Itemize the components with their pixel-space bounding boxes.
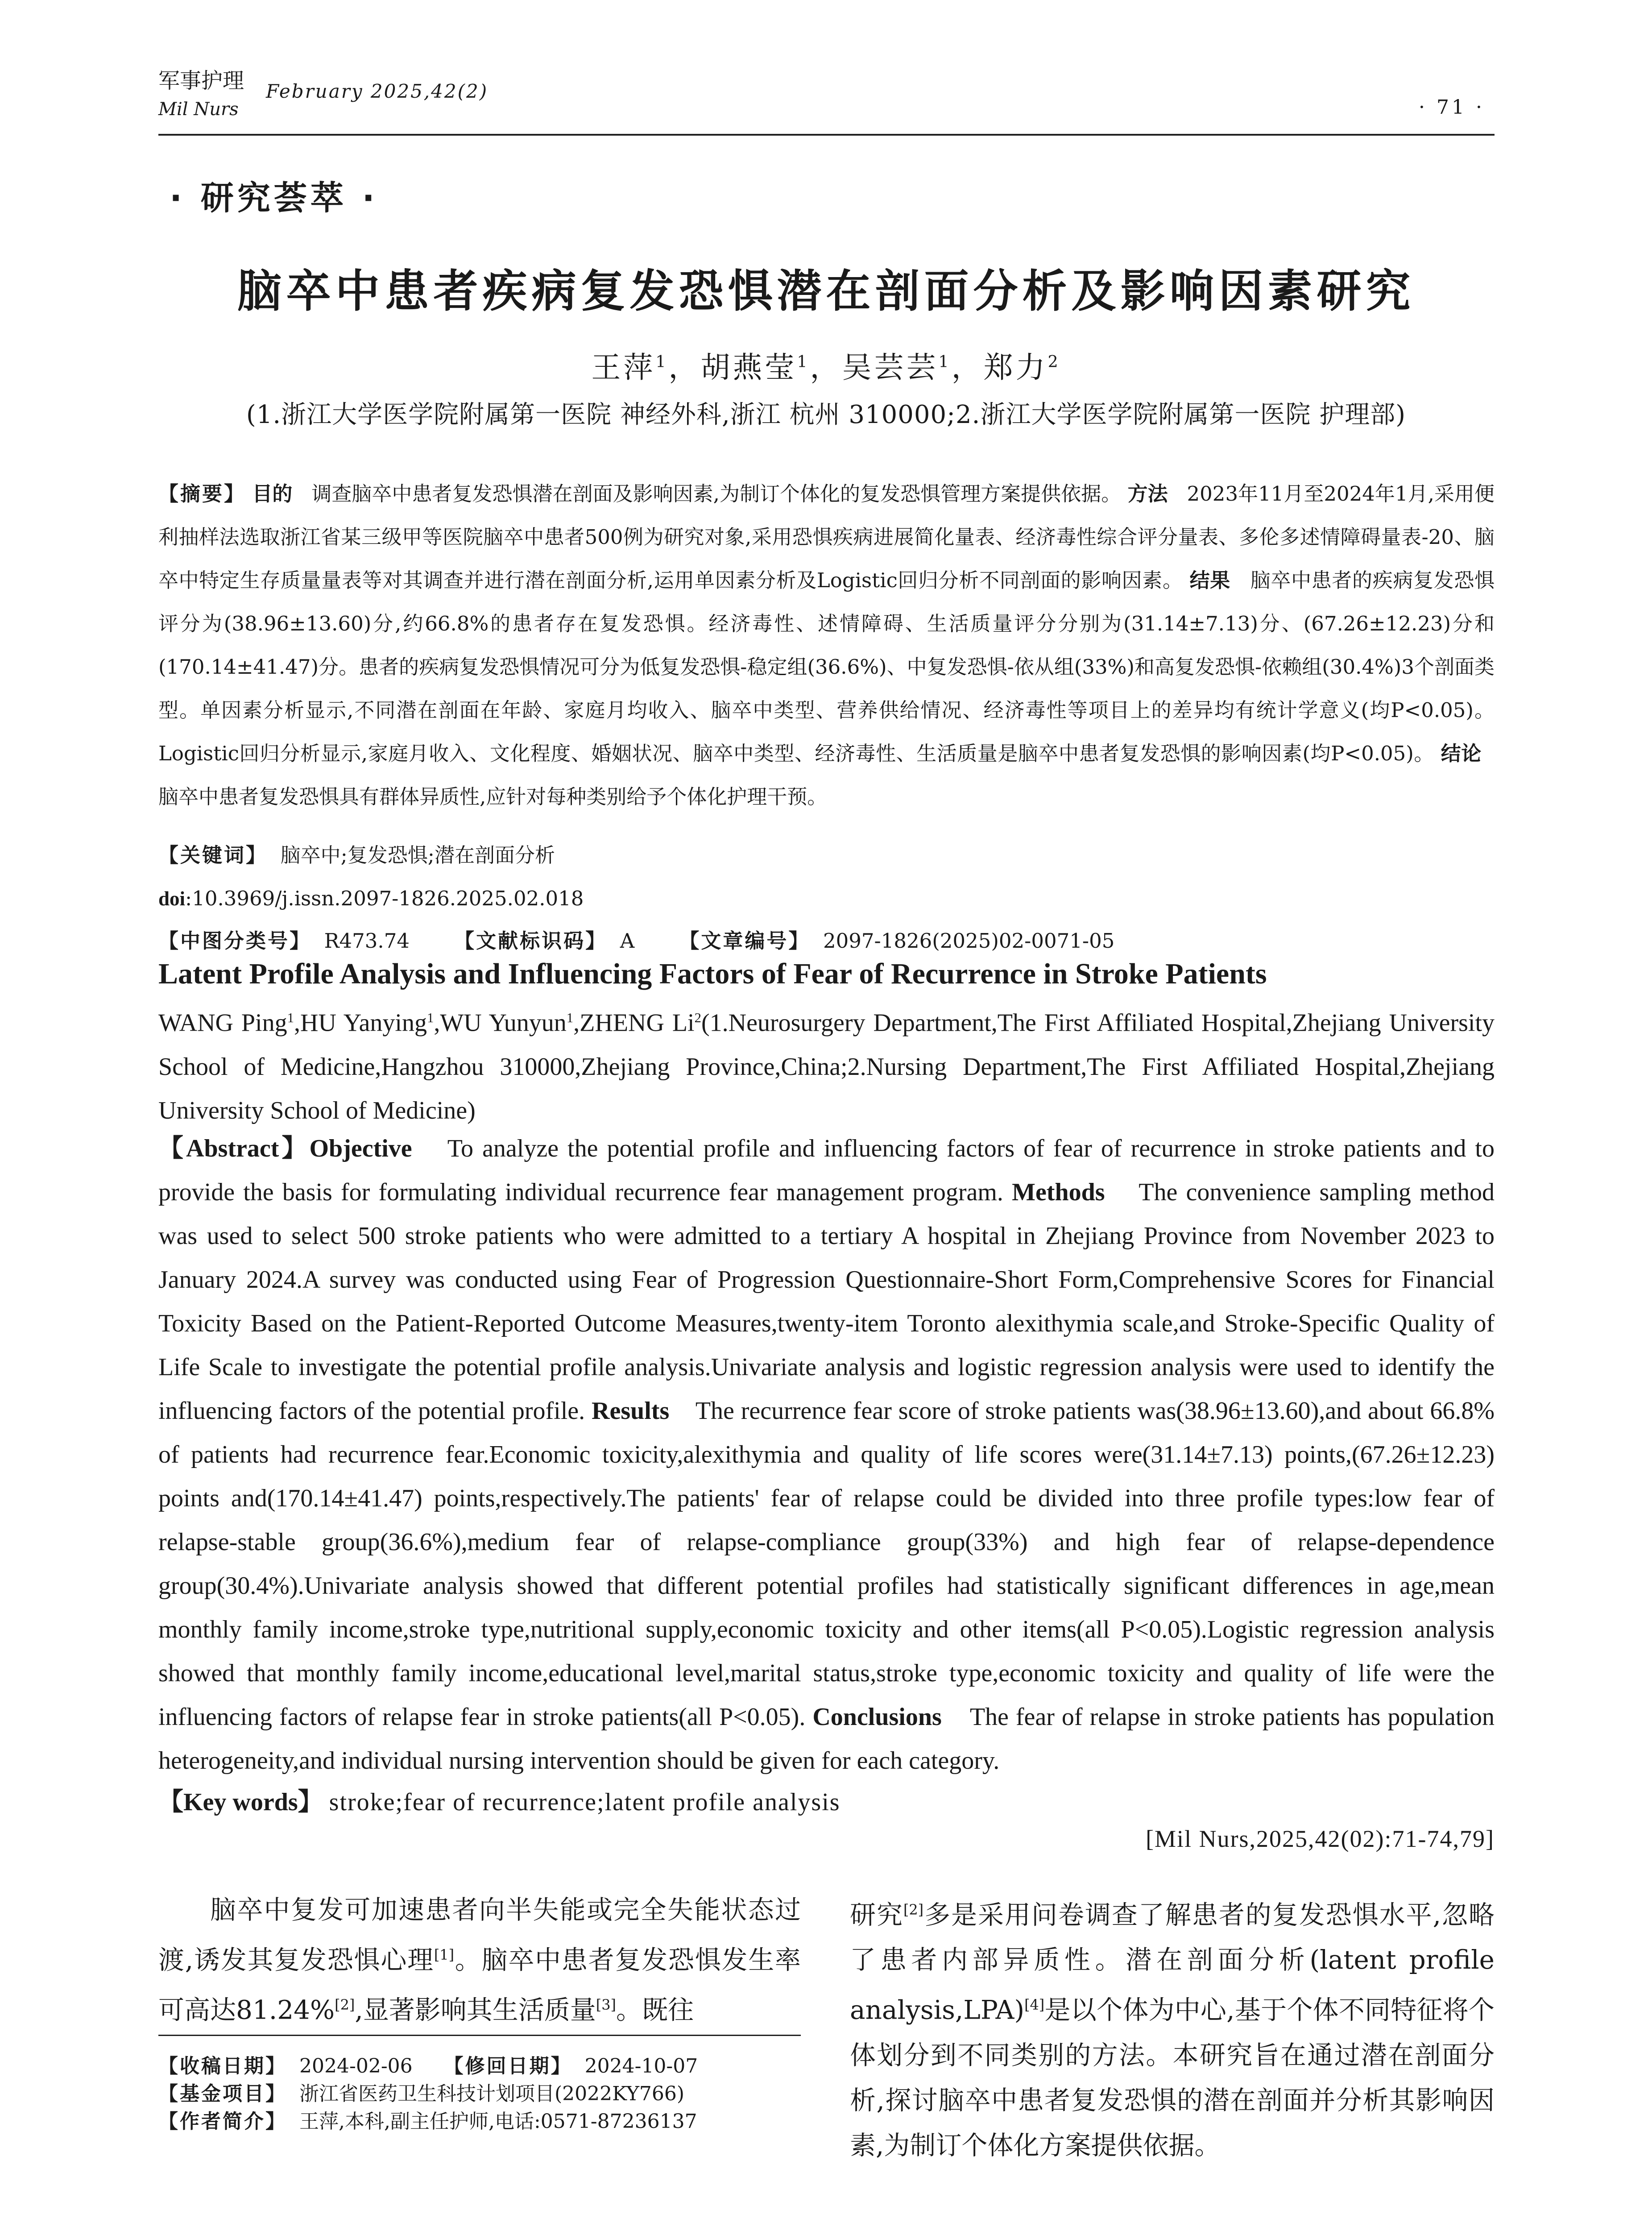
author-affil-mark: 1 bbox=[655, 352, 669, 371]
keywords-cn bbox=[158, 834, 1495, 877]
objective-label: 目的 bbox=[252, 482, 293, 506]
author-name-en: ,HU Yanying bbox=[294, 1009, 427, 1037]
received-date: 2024-02-06 bbox=[299, 2055, 413, 2078]
author-name-en: ,ZHENG Li bbox=[573, 1009, 695, 1037]
reference-mark[interactable]: [2] bbox=[903, 1901, 924, 1918]
revised-tag: 【修回日期】 bbox=[443, 2055, 572, 2078]
author-separator: ， bbox=[668, 350, 701, 385]
body-text: 脑卒中复发可加速患者向半失能或完全失能状态过渡,诱发其复发恐惧心理 bbox=[158, 1895, 801, 1975]
article-no-tag: 【文章编号】 bbox=[679, 929, 811, 953]
author-affil-mark: 2 bbox=[694, 1010, 701, 1025]
doc-code-tag: 【文献标识码】 bbox=[454, 929, 608, 953]
reference-mark[interactable]: [2] bbox=[335, 1996, 355, 2014]
keywords-tag-en: 【Key words】 bbox=[158, 1788, 323, 1816]
affiliation-cn: (1.浙江大学医学院附属第一医院 神经外科,浙江 杭州 310000;2.浙江大学医学院附属第一医院 护理部) bbox=[246, 400, 1406, 429]
journal-name-cn: 军事护理 bbox=[158, 68, 244, 93]
objective-text-en: To analyze the potential profile and influencing factors of fear of recurrence in stroke patients and to provide the basis for formulating individual recurrence fear management program. bbox=[158, 1135, 1495, 1206]
author-separator: ， bbox=[810, 350, 842, 385]
fund-tag: 【基金项目】 bbox=[158, 2082, 287, 2105]
body-text: 。脑卒中患者复发恐惧发生率可高达81.24% bbox=[158, 1945, 801, 2025]
author-affil-mark: 1 bbox=[426, 1010, 434, 1025]
abstract-cn bbox=[158, 472, 1495, 818]
body-text: 。既往 bbox=[616, 1995, 694, 2025]
author-name-en: WANG Ping bbox=[158, 1009, 287, 1037]
conclusion-text-en: The fear of relapse in stroke patients has population heterogeneity,and individual nursing intervention should be given for each category. bbox=[158, 1703, 1495, 1775]
body-column-right bbox=[850, 1887, 1495, 2168]
methods-text-en: The convenience sampling method was used to select 500 stroke patients who were admitted to a tertiary A hospital in Zhejiang Province from November 2023 to January 2024.A survey was conducted using Fear of Progression Questionnaire-Short Form,Comprehensive Scores for Financial Toxicity Based on the Patient-Reported Outcome Measures,twenty-item Toronto alexithymia scale,and Stroke-Specific Quality of Life Scale to investigate the potential profile analysis.Univariate analysis and logistic regression analysis were used to identify the influencing factors of the potential profile. bbox=[158, 1178, 1495, 1425]
clc-tag: 【中图分类号】 bbox=[158, 929, 312, 953]
article-no-value: 2097-1826(2025)02-0071-05 bbox=[823, 929, 1115, 953]
objective-label-en: Objective bbox=[309, 1135, 412, 1162]
body-column-left bbox=[158, 1887, 801, 2033]
author-affil-mark: 1 bbox=[566, 1010, 574, 1025]
citation-line: [Mil Nurs,2025,42(02):71-74,79] bbox=[1146, 1825, 1495, 1852]
methods-label: 方法 bbox=[1127, 482, 1168, 506]
body-text: ,显著影响其生活质量 bbox=[355, 1995, 596, 2025]
results-label-en: Results bbox=[592, 1397, 670, 1425]
author-info-tag: 【作者简介】 bbox=[158, 2110, 287, 2133]
objective-text: 调查脑卒中患者复发恐惧潜在剖面及影响因素,为制订个体化的复发恐惧管理方案提供依据。 bbox=[311, 482, 1122, 506]
conclusion-label: 结论 bbox=[1441, 742, 1482, 765]
footnote-rule bbox=[158, 2035, 801, 2036]
methods-text: 2023年11月至2024年1月,采用便利抽样法选取浙江省某三级甲等医院脑卒中患者500例为研究对象,采用恐惧疾病进展简化量表、经济毒性综合评分量表、多伦多述情障碍量表-20、脑卒中特定生存质量量表等对其调查并进行潜在剖面分析,运用单因素分析及Logistic回归分析不同剖面的影响因素。 bbox=[158, 482, 1495, 592]
keywords-text: 脑卒中;复发恐惧;潜在剖面分析 bbox=[280, 843, 555, 867]
author-list-en bbox=[158, 996, 1495, 1132]
results-label: 结果 bbox=[1189, 568, 1230, 592]
author-affil-mark: 1 bbox=[797, 352, 810, 371]
doi-label: doi bbox=[158, 887, 186, 910]
author-name: 王萍 bbox=[591, 350, 656, 385]
author-list-cn bbox=[0, 344, 1652, 386]
section-label: · 研究荟萃 · bbox=[170, 179, 378, 217]
abstract-en bbox=[158, 1127, 1495, 1783]
methods-label-en: Methods bbox=[1012, 1178, 1105, 1206]
results-text: 脑卒中患者的疾病复发恐惧评分为(38.96±13.60)分,约66.8%的患者存在复发恐惧。经济毒性、述情障碍、生活质量评分分别为(31.14±7.13)分、(67.26±12.23)分和(170.14±41.47)分。患者的疾病复发恐惧情况可分为低复发恐惧-稳定组(36.6%)、中复发恐惧-依从组(33%)和高复发恐惧-依赖组(30.4%)3个剖面类型。单因素分析显示,不同潜在剖面在年龄、家庭月均收入、脑卒中类型、营养供给情况、经济毒性等项目上的差异均有统计学意义(均P<0.05)。Logistic回归分析显示,家庭月收入、文化程度、婚姻状况、脑卒中类型、经济毒性、生活质量是脑卒中患者复发恐惧的影响因素(均P<0.05)。 bbox=[158, 568, 1495, 765]
reference-mark[interactable]: [3] bbox=[596, 1996, 616, 2014]
affiliation-en: (1.Neurosurgery Department,The First Affiliated Hospital,Zhejiang University School of Medicine,Hangzhou 310000,Zhejiang Province,China;2.Nursing Department,The First Affiliated Hospital,Zhejiang University School of Medicine) bbox=[158, 1009, 1495, 1124]
author-info-text: 王萍,本科,副主任护师,电话:0571-87236137 bbox=[299, 2110, 697, 2133]
received-tag: 【收稿日期】 bbox=[158, 2055, 287, 2078]
doc-code-value: A bbox=[620, 929, 635, 953]
author-name: 胡燕莹 bbox=[700, 350, 797, 385]
abstract-tag-en: 【Abstract】 bbox=[158, 1135, 310, 1162]
author-affil-mark: 1 bbox=[287, 1010, 294, 1025]
body-text: 是以个体为中心,基于个体不同特征将个体划分到不同类别的方法。本研究旨在通过潜在剖面分析,探讨脑卒中患者复发恐惧的潜在剖面并分析其影响因素,为制订个体化方案提供依据。 bbox=[850, 1995, 1495, 2161]
abstract-tag: 【摘要】 bbox=[158, 482, 246, 506]
reference-mark[interactable]: [1] bbox=[434, 1946, 455, 1963]
author-name: 吴芸芸 bbox=[842, 350, 939, 385]
conclusion-text: 脑卒中患者复发恐惧具有群体异质性,应针对每种类别给予个体化护理干预。 bbox=[158, 785, 828, 809]
doi-text[interactable]: :10.3969/j.issn.2097-1826.2025.02.018 bbox=[185, 887, 584, 910]
header-rule bbox=[158, 134, 1495, 136]
results-text-en: The recurrence fear score of stroke patients was(38.96±13.60),and about 66.8% of patients had recurrence fear.Economic toxicity,alexithymia and quality of life scores were(31.14±7.13) points,(67.26±12.23) points and(170.14±41.47) points,respectively.The patients' fear of relapse could be divided into three profile types:low fear of relapse-stable group(36.6%),medium fear of relapse-compliance group(33%) and high fear of relapse-dependence group(30.4%).Univariate analysis showed that different potential profiles had statistically significant differences in age,mean monthly family income,stroke type,nutritional supply,economic toxicity and other items(all P<0.05).Logistic regression analysis showed that monthly family income,educational level,marital status,stroke type,economic toxicity and quality of life were the influencing factors of relapse fear in stroke patients(all P<0.05). bbox=[158, 1397, 1495, 1731]
revised-date: 2024-10-07 bbox=[584, 2055, 698, 2078]
body-text: 多是采用问卷调查了解患者的复发恐惧水平,忽略了患者内部异质性。潜在剖面分析(latent profile analysis,LPA) bbox=[850, 1899, 1495, 2025]
fund-text: 浙江省医药卫生科技计划项目(2022KY766) bbox=[299, 2082, 685, 2105]
issue-date: February 2025,42(2) bbox=[266, 80, 489, 102]
keywords-tag: 【关键词】 bbox=[158, 843, 268, 867]
footnote-dates bbox=[158, 2053, 801, 2080]
author-affil-mark: 2 bbox=[1048, 352, 1061, 371]
author-name: 郑力 bbox=[983, 350, 1048, 385]
article-title-cn: 脑卒中患者疾病复发恐惧潜在剖面分析及影响因素研究 bbox=[237, 265, 1415, 317]
reference-mark[interactable]: [4] bbox=[1024, 1996, 1045, 2014]
keywords-en bbox=[158, 1780, 1495, 1824]
clc-value: R473.74 bbox=[324, 929, 410, 953]
footnote-fund bbox=[158, 2080, 801, 2108]
page-number: · 71 · bbox=[1419, 96, 1485, 119]
journal-name-en: Mil Nurs bbox=[158, 99, 239, 120]
classification-line bbox=[158, 919, 1495, 962]
body-text: 研究 bbox=[850, 1899, 903, 1930]
doi-line bbox=[158, 877, 1495, 921]
author-affil-mark: 1 bbox=[938, 352, 952, 371]
author-separator: ， bbox=[951, 350, 984, 385]
footnotes bbox=[158, 2053, 801, 2136]
keywords-text-en: stroke;fear of recurrence;latent profile analysis bbox=[329, 1788, 840, 1816]
conclusion-label-en: Conclusions bbox=[812, 1703, 942, 1731]
author-name-en: ,WU Yunyun bbox=[434, 1009, 567, 1037]
footnote-author bbox=[158, 2108, 801, 2136]
article-title-en: Latent Profile Analysis and Influencing Factors of Fear of Recurrence in Stroke Patients bbox=[158, 958, 1267, 990]
